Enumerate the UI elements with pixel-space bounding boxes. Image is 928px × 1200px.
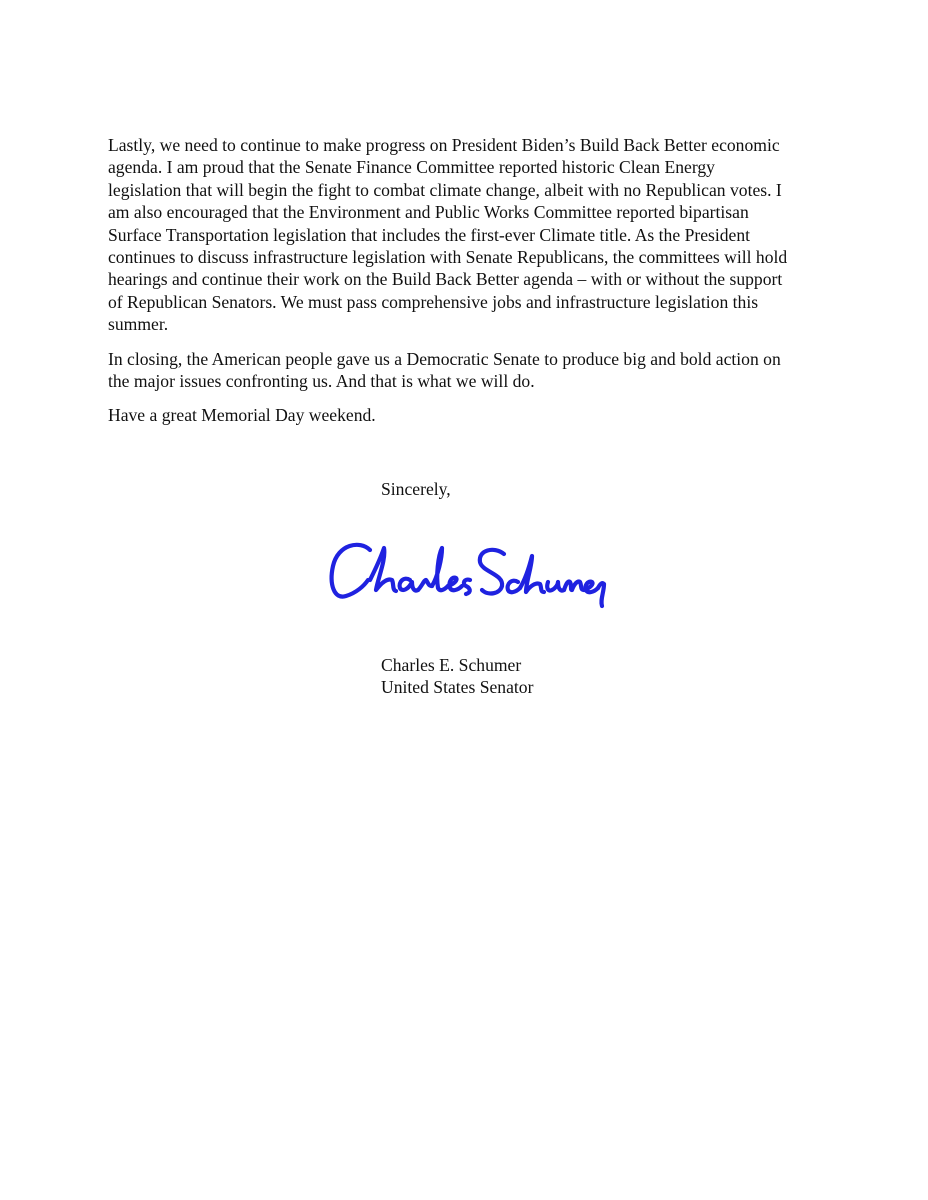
paragraph-build-back-better [108,134,838,336]
letter-body [108,134,838,427]
closing-salutation: Sincerely, [381,479,451,499]
paragraph-line: Have a great Memorial Day weekend. [108,405,376,426]
signer-name: Charles E. Schumer [381,655,522,675]
paragraph-line: summer. [108,314,169,335]
signer-block [381,654,533,698]
paragraph-memorial-day [108,404,838,426]
signer-title: United States Senator [381,677,534,697]
paragraph-line: Surface Transportation legislation that includes the first-ever Climate title. As the President [108,224,751,245]
paragraph-line: Lastly, we need to continue to make progress on President Biden’s Build Back Better economic [108,135,780,155]
paragraph-line: agenda. I am proud that the Senate Finance Committee reported historic Clean Energy [108,157,715,178]
paragraph-line: hearings and continue their work on the Build Back Better agenda – with or without the support [108,269,783,290]
paragraph-line: continues to discuss infrastructure legislation with Senate Republicans, the committees will hold [108,247,788,268]
paragraph-closing-remarks [108,348,838,393]
handwritten-signature [326,536,616,616]
paragraph-line: legislation that will begin the fight to combat climate change, albeit with no Republican votes. I [108,179,782,200]
paragraph-line: In closing, the American people gave us a Democratic Senate to produce big and bold action on [108,348,781,369]
paragraph-line: of Republican Senators. We must pass comprehensive jobs and infrastructure legislation this [108,291,759,312]
paragraph-line: the major issues confronting us. And that is what we will do. [108,371,535,392]
paragraph-line: am also encouraged that the Environment and Public Works Committee reported bipartisan [108,202,749,223]
